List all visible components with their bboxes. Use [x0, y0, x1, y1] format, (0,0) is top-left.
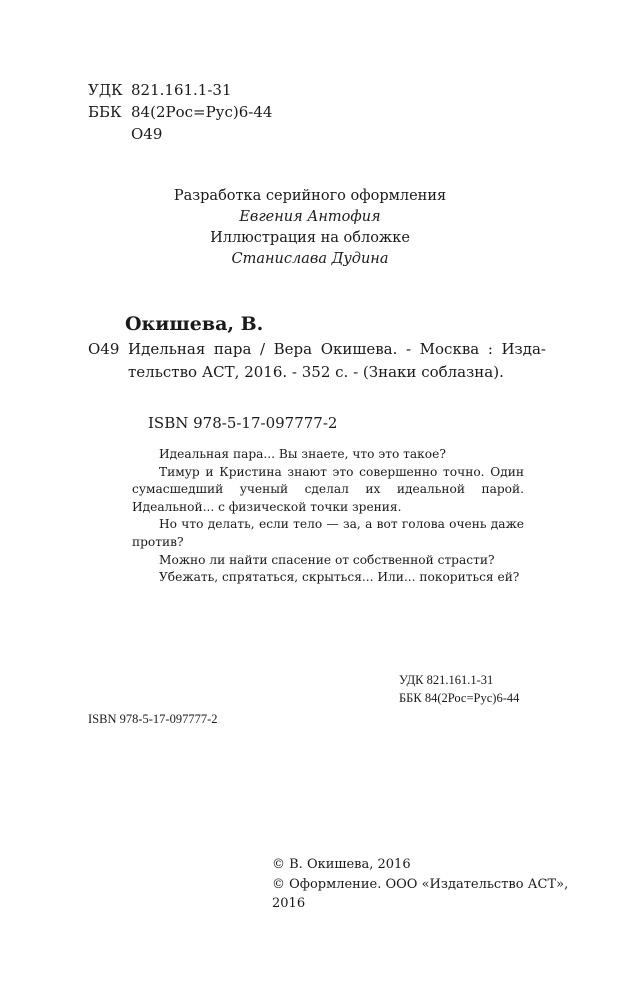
bottom-classification	[399, 671, 519, 707]
bib-line-1: Идельная пара / Вера Окишева. - Москва : Изда-	[128, 340, 546, 358]
bbk-value: 84(2Рос=Рус)6-44	[131, 103, 273, 121]
annotation	[132, 446, 524, 587]
author-mark: О49	[131, 125, 163, 143]
udk-value: 821.161.1-31	[131, 81, 232, 99]
udk-row	[88, 79, 272, 101]
cover-illustration-label: Иллюстрация на обложке	[210, 230, 410, 246]
udk-label: УДК	[88, 81, 123, 99]
copyright-block	[272, 855, 572, 914]
bottom-isbn: ISBN 978-5-17-097777-2	[88, 712, 218, 726]
bbk-label: ББК	[88, 103, 122, 121]
bottom-bbk: ББК 84(2Рос=Рус)6-44	[399, 691, 520, 705]
credits-block	[120, 186, 500, 270]
isbn-main: ISBN 978-5-17-097777-2	[148, 414, 338, 432]
bbk-row	[88, 101, 272, 123]
annotation-paragraph: Убежать, спрятаться, скрыться... Или... покориться ей?	[159, 570, 520, 585]
author-heading: Окишева, В.	[125, 313, 264, 335]
annotation-paragraph: Идеальная пара... Вы знаете, что это такое?	[159, 447, 446, 461]
cover-illustrator: Станислава Дудина	[231, 251, 389, 267]
bibliographic-description	[128, 338, 546, 384]
copyright-line-1: © В. Окишева, 2016	[272, 857, 411, 872]
series-designer: Евгения Антофия	[239, 209, 381, 225]
bib-line-2: тельство АСТ, 2016. - 352 с. - (Знаки соблазна).	[128, 363, 504, 381]
annotation-paragraph: Можно ли найти спасение от собственной страсти?	[159, 552, 495, 567]
copyright-line-3: 2016	[272, 896, 306, 911]
classification-block	[88, 79, 272, 145]
annotation-paragraph: Тимур и Кристина знают это совершенно точно. Один сумасшедший ученый сделал их идеальной парой. Идеальной... с физической точки зрения.	[132, 464, 524, 514]
bottom-udk: УДК 821.161.1-31	[399, 673, 494, 687]
series-design-label: Разработка серийного оформления	[173, 188, 447, 204]
bib-mark: О49	[88, 340, 120, 358]
annotation-paragraph: Но что делать, если тело — за, а вот голова очень даже против?	[132, 517, 524, 549]
copyright-line-2: © Оформление. ООО «Издательство АСТ»,	[272, 876, 569, 892]
author-mark-row	[88, 123, 272, 145]
